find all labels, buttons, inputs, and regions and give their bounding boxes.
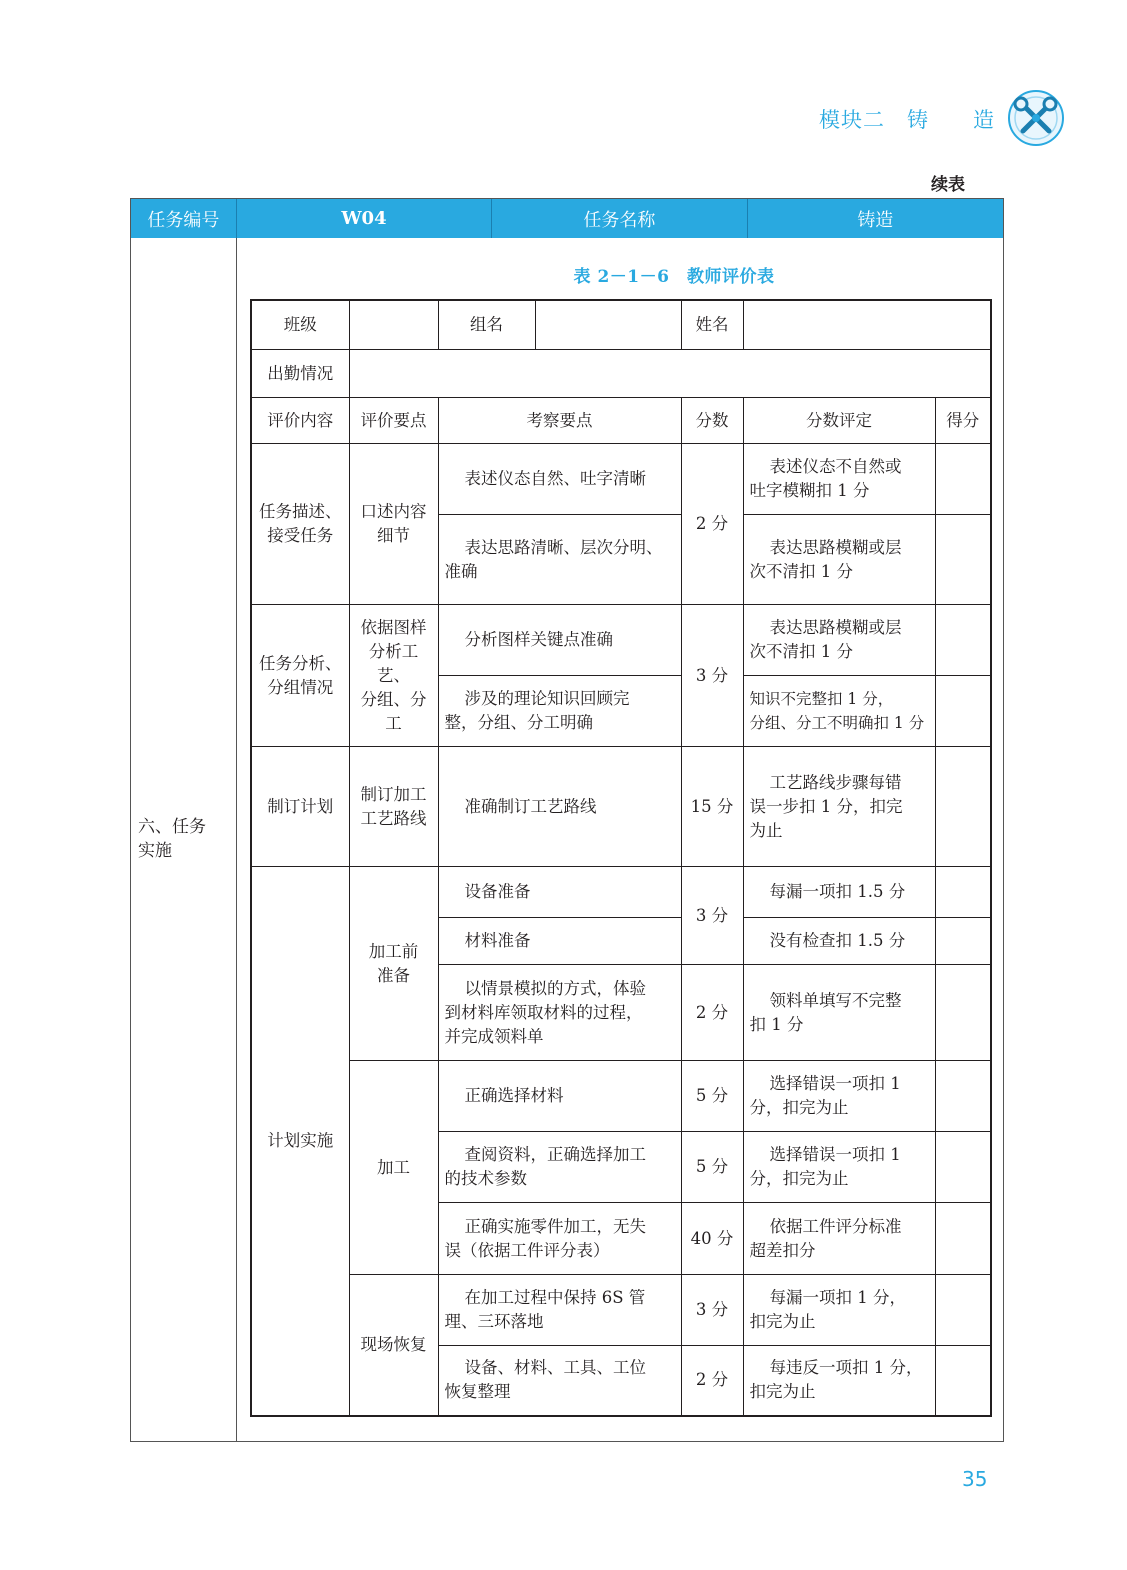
task-name-value: 铸造 [857,209,894,231]
score-cell: 3 分 [681,867,743,965]
rule-cell: 没有检查扣 1.5 分 [743,918,935,965]
rule-cell: 依据工件评分标准 超差扣分 [743,1203,935,1275]
rule-cell: 工艺路线步骤每错 误一步扣 1 分，扣完 为止 [743,747,935,867]
got-score-cell[interactable] [935,1346,991,1416]
point-cell: 现场恢复 [349,1275,438,1416]
group-label: 组名 [439,301,536,349]
got-score-cell[interactable] [935,676,991,747]
rule-cell: 领料单填写不完整 扣 1 分 [743,965,935,1061]
chapter-char-2: 造 [973,108,995,132]
point-cell: 加工前 准备 [349,867,438,1061]
module-label: 模块二 [819,108,885,132]
running-header [819,104,995,134]
task-no-value: W04 [237,199,492,238]
inspect-cell: 表述仪态自然、吐字清晰 [438,444,681,515]
table-caption: 表 2－1－6 教师评价表 [573,267,775,287]
got-score-cell[interactable] [935,444,991,515]
got-score-cell[interactable] [935,605,991,676]
inspect-cell: 设备、材料、工具、工位 恢复整理 [438,1346,681,1416]
got-score-cell[interactable] [935,1061,991,1132]
score-cell: 3 分 [681,605,743,747]
got-score-cell[interactable] [935,867,991,918]
got-score-cell[interactable] [935,747,991,867]
score-cell: 40 分 [681,1203,743,1275]
table-row [251,747,991,867]
point-cell: 制订加工 工艺路线 [349,747,438,867]
rule-cell: 知识不完整扣 1 分， 分组、分工不明确扣 1 分 [743,676,935,747]
score-cell: 2 分 [681,965,743,1061]
table-header-row [251,398,991,444]
score-cell: 3 分 [681,1275,743,1346]
score-cell: 15 分 [681,747,743,867]
task-no-label: 任务编号 [131,199,237,238]
inspect-cell: 正确选择材料 [438,1061,681,1132]
inspect-cell: 在加工过程中保持 6S 管 理、三环落地 [438,1275,681,1346]
got-score-cell[interactable] [935,515,991,605]
table-row [251,350,991,398]
rule-cell: 每漏一项扣 1.5 分 [743,867,935,918]
rule-cell: 每漏一项扣 1 分， 扣完为止 [743,1275,935,1346]
name-value-cell[interactable] [743,300,991,350]
page-number: 35 [962,1467,988,1491]
table-row [251,605,991,676]
content-cell: 任务描述、 接受任务 [251,444,349,605]
score-cell: 5 分 [681,1132,743,1203]
point-cell: 口述内容 细节 [349,444,438,605]
task-name-label: 任务名称 [492,199,747,238]
wrench-gear-logo-icon [1006,88,1066,148]
table-row [251,1061,991,1132]
table-row [251,444,991,515]
score-cell: 2 分 [681,1346,743,1416]
rule-cell: 每违反一项扣 1 分， 扣完为止 [743,1346,935,1416]
col-header-content: 评价内容 [251,398,349,444]
inspect-cell: 材料准备 [438,918,681,965]
col-header-got: 得分 [935,398,991,444]
rule-cell: 表达思路模糊或层 次不清扣 1 分 [743,515,935,605]
point-cell: 加工 [349,1061,438,1275]
name-label: 姓名 [681,300,743,350]
rule-cell: 表述仪态不自然或 吐字模糊扣 1 分 [743,444,935,515]
got-score-cell[interactable] [935,918,991,965]
rule-cell: 选择错误一项扣 1 分，扣完为止 [743,1132,935,1203]
card-divider [236,238,237,1442]
attendance-value-cell[interactable] [349,350,991,398]
col-header-score: 分数 [681,398,743,444]
inspect-cell: 分析图样关键点准确 [438,605,681,676]
col-header-rule: 分数评定 [743,398,935,444]
inspect-cell: 涉及的理论知识回顾完 整，分组、分工明确 [438,676,681,747]
col-header-inspect: 考察要点 [438,398,681,444]
content-cell: 制订计划 [251,747,349,867]
task-header-band [131,199,1003,238]
got-score-cell[interactable] [935,1132,991,1203]
inspect-cell: 设备准备 [438,867,681,918]
got-score-cell[interactable] [935,1275,991,1346]
table-row [251,867,991,918]
score-cell: 2 分 [681,444,743,605]
point-cell: 依据图样 分析工艺、 分组、分工 [349,605,438,747]
rule-cell: 选择错误一项扣 1 分，扣完为止 [743,1061,935,1132]
inspect-cell: 以情景模拟的方式，体验 到材料库领取材料的过程， 并完成领料单 [438,965,681,1061]
continued-label: 续表 [931,175,965,195]
rule-cell: 表达思路模糊或层 次不清扣 1 分 [743,605,935,676]
score-cell: 5 分 [681,1061,743,1132]
group-value-cell[interactable] [536,301,681,349]
class-value-cell[interactable] [349,300,438,350]
group-cell [438,300,681,350]
inspect-cell: 正确实施零件加工，无失 误（依据工件评分表） [438,1203,681,1275]
chapter-char-1: 铸 [907,108,929,132]
inspect-cell: 表达思路清晰、层次分明、 准确 [438,515,681,605]
got-score-cell[interactable] [935,1203,991,1275]
inspect-cell: 查阅资料，正确选择加工 的技术参数 [438,1132,681,1203]
content-cell: 计划实施 [251,867,349,1416]
inspect-cell: 准确制订工艺路线 [438,747,681,867]
table-row [251,300,991,350]
section-label: 六、任务 实施 [138,817,206,861]
class-label: 班级 [251,300,349,350]
attendance-label: 出勤情况 [251,350,349,398]
col-header-point: 评价要点 [349,398,438,444]
content-cell: 任务分析、 分组情况 [251,605,349,747]
table-row [251,1275,991,1346]
got-score-cell[interactable] [935,965,991,1061]
teacher-evaluation-table [250,299,992,1417]
